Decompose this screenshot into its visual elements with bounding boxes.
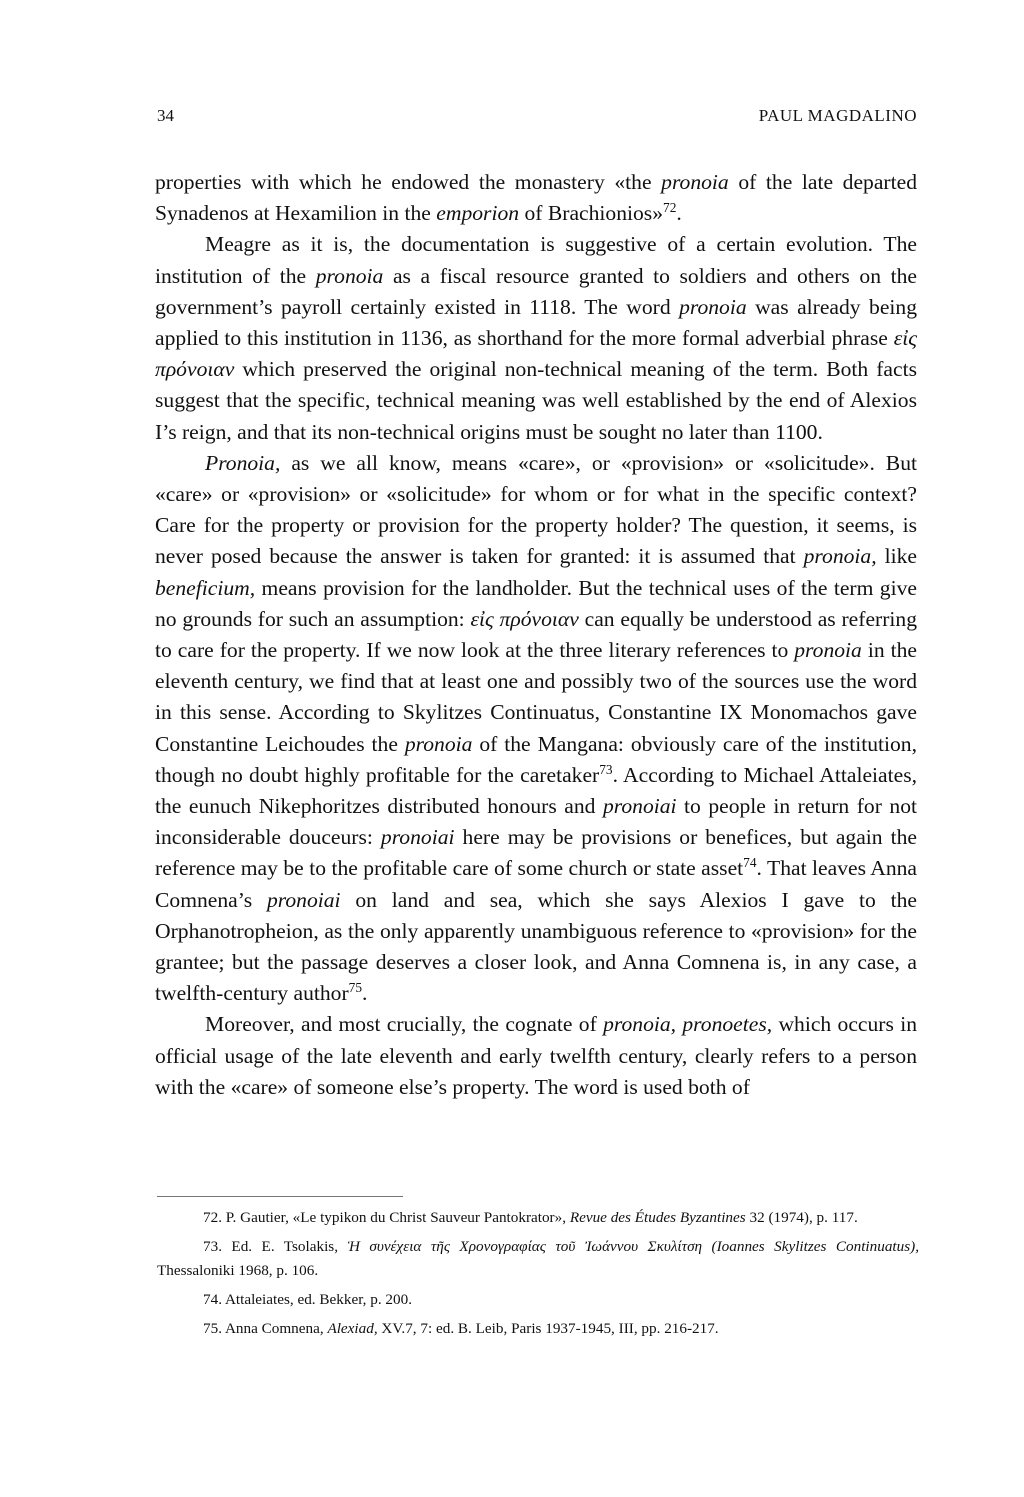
italic-text: pronoiai xyxy=(266,887,341,912)
italic-text: emporion xyxy=(436,201,520,226)
page-number: 34 xyxy=(157,106,174,125)
footnote-divider xyxy=(157,1196,403,1197)
italic-text: Pronoia, xyxy=(205,450,281,475)
text-run: Meagre as it is, the documentation is suggestive of a certain evolution. The institution of the xyxy=(155,232,917,288)
footnote xyxy=(157,1206,919,1230)
text-run: means provision for the landholder. But the technical uses of the term give no grounds for such an assumption: xyxy=(155,575,917,631)
text-run: . That leaves Anna Comnena’s xyxy=(155,856,918,912)
text-run: on land and sea, which she says Alexios I gave to the Orphanotropheion, as the only apparently unambiguous reference to «provision» for the grantee; but the passage deserves a closer look, and Anna Comnena is, in any case, a twelfth-century author xyxy=(155,887,917,1006)
italic-text: εἰς πρόνοιαν xyxy=(155,326,917,382)
text-run: of Brachionios» xyxy=(519,201,663,226)
italic-text: pronoiai xyxy=(602,794,677,819)
body-paragraph xyxy=(155,167,917,229)
text-run: to people in return for not inconsiderable douceurs: xyxy=(155,794,917,850)
body-paragraph xyxy=(155,448,917,1010)
text-run: . According to Michael Attaleiates, the eunuch Nikephoritzes distributed honours and xyxy=(155,762,917,819)
text-run: here may be provisions or benefices, but again the reference may be to the profitable care of some church or state asset xyxy=(155,825,917,881)
text-run: 72. P. Gautier, «Le typikon du Christ Sauveur Pantokrator», xyxy=(203,1209,570,1226)
italic-text: pronoia, xyxy=(803,544,877,569)
italic-text: pronoia xyxy=(794,638,862,663)
footnote-ref: 72 xyxy=(663,200,677,216)
text-run: XV.7, 7: ed. B. Leib, Paris 1937-1945, III, pp. 216-217. xyxy=(377,1320,719,1337)
text-run: 74. Attaleiates, ed. Bekker, p. 200. xyxy=(203,1291,413,1308)
text-run: . xyxy=(362,981,368,1006)
text-run: 73. Ed. E. Tsolakis, xyxy=(203,1238,348,1255)
footnote xyxy=(157,1235,919,1283)
footnote-ref: 75 xyxy=(348,980,363,996)
text-run: was already being applied to this institution in 1136, as shorthand for the more formal adverbial phrase xyxy=(155,294,917,351)
footnote-ref: 74 xyxy=(743,855,757,871)
italic-text: Alexiad, xyxy=(327,1320,378,1337)
italic-text: pronoia xyxy=(404,731,473,756)
italic-text: pronoia, pronoetes, xyxy=(603,1012,773,1037)
italic-text: pronoia xyxy=(679,294,747,319)
text-run: as a fiscal resource granted to soldiers and others on the government’s payroll certainly existed in 1118. The word xyxy=(155,263,917,319)
italic-text: εἰς πρόνοιαν xyxy=(470,606,579,631)
italic-text: pronoiai xyxy=(380,825,455,850)
running-head: PAUL MAGDALINO xyxy=(758,106,917,125)
italic-text: pronoia xyxy=(661,170,729,194)
text-run: of the late departed Synadenos at Hexamilion in the xyxy=(155,170,917,226)
italic-text: pronoia xyxy=(315,263,384,288)
text-run: in the eleventh century, we find that at least one and possibly two of the sources use the word in this sense. According to Skylitzes Continuatus, Constantine IX Monomachos gave Constantine Leichoudes the xyxy=(155,638,917,756)
page-header xyxy=(157,106,917,130)
body-paragraph xyxy=(155,229,917,447)
text-run: of the Mangana: obviously care of the institution, though no doubt highly profitable for the caretaker xyxy=(155,731,917,787)
text-run: can equally be understood as referring to care for the property. If we now look at the three literary references to xyxy=(155,606,918,663)
text-run: 75. Anna Comnena, xyxy=(203,1320,328,1337)
text-run: . xyxy=(676,201,682,226)
text-run: properties with which he endowed the monastery «the xyxy=(155,170,662,194)
footnote xyxy=(157,1288,919,1312)
italic-text: Revue des Études Byzantines xyxy=(569,1209,746,1226)
text-run: Thessaloniki 1968, p. 106. xyxy=(157,1262,319,1279)
italic-text: beneficium, xyxy=(155,575,256,600)
text-run: 32 (1974), p. 117. xyxy=(745,1209,858,1226)
footnote-ref: 73 xyxy=(599,761,613,777)
text-run: Moreover, and most crucially, the cognate of xyxy=(205,1012,604,1037)
text-run: like xyxy=(876,544,918,569)
footnotes xyxy=(157,1206,919,1346)
body-paragraph xyxy=(155,1009,917,1103)
text-run: which preserved the original non-technical meaning of the term. Both facts suggest that the specific, technical meaning was well established by the end of Alexios I’s reign, and that its non-technical origins must be sought no later than 1100. xyxy=(155,357,917,444)
footnote xyxy=(157,1317,919,1341)
body-text xyxy=(155,167,917,1103)
italic-text: Ἡ συνέχεια τῆς Χρονογραφίας τοῦ Ἰωάννου Σκυλίτση (Ioannes Skylitzes Continuatus), xyxy=(347,1238,919,1255)
text-run: which occurs in official usage of the late eleventh and early twelfth century, clearly refers to a person with the «care» of someone else’s property. The word is used both of xyxy=(155,1012,917,1099)
text-run: as we all know, means «care», or «provision» or «solicitude». But «care» or «provision» or «solicitude» for whom or for what in the specific context? Care for the property or provision for the property holder? The question, it seems, is never posed because the answer is taken for granted: it is assumed that xyxy=(155,450,917,569)
